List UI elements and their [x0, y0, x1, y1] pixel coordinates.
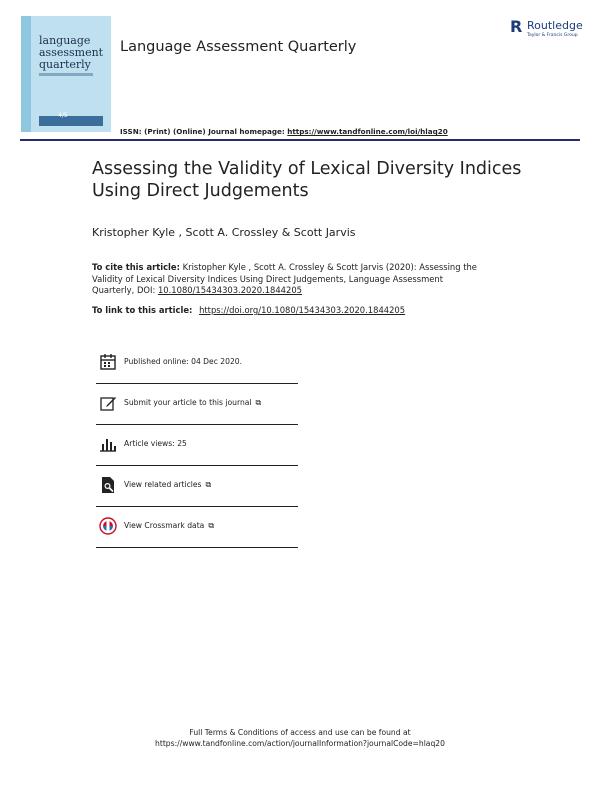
edit-icon: [99, 394, 117, 412]
issn-label: ISSN: (Print) (Online) Journal homepage:: [120, 127, 285, 136]
footer-terms: Full Terms & Conditions of access and use can be found at: [189, 728, 411, 737]
cover-title-line2: assessment: [39, 46, 104, 59]
external-link-icon: ⧉: [208, 521, 215, 530]
search-document-icon: [99, 476, 117, 494]
calendar-icon: [99, 353, 117, 371]
related-articles-text: View related articles: [124, 480, 202, 489]
submit-article-text: Submit your article to this journal: [124, 398, 252, 407]
citation-block: [92, 262, 482, 297]
external-link-icon: ⧉: [255, 398, 262, 407]
journal-name: Language Assessment Quarterly: [120, 39, 357, 55]
header-rule: [20, 139, 580, 141]
crossmark-text: View Crossmark data: [124, 521, 205, 530]
external-link-icon: ⧉: [205, 480, 212, 489]
bar-chart-icon: [99, 435, 117, 453]
citation-label: To cite this article:: [92, 262, 180, 272]
citation-doi-link[interactable]: 10.1080/15434303.2020.1844205: [157, 285, 302, 295]
cover-strip: [21, 16, 31, 132]
publisher-sub: Taylor & Francis Group: [527, 33, 578, 38]
related-articles-row[interactable]: [96, 465, 298, 507]
journal-cover: [21, 16, 111, 132]
cover-bottom-band: [39, 112, 103, 126]
article-authors: Kristopher Kyle , Scott A. Crossley & Scott Jarvis: [92, 226, 356, 239]
cover-title-line1: language: [39, 34, 91, 47]
routledge-logo-icon: R: [510, 17, 523, 36]
submit-article-link[interactable]: [124, 398, 261, 408]
crossmark-row[interactable]: [96, 506, 298, 548]
article-title: Assessing the Validity of Lexical Diversity Indices Using Direct Judgements: [92, 159, 522, 201]
published-online-row: [96, 342, 298, 384]
related-articles-link[interactable]: [124, 480, 211, 490]
footer-terms-url[interactable]: https://www.tandfonline.com/action/journalInformation?journalCode=hlaq20: [155, 739, 445, 748]
published-online-text: Published online: 04 Dec 2020.: [124, 357, 243, 366]
article-views-text: Article views: 25: [124, 439, 187, 448]
article-views-row: [96, 424, 298, 466]
crossmark-icon: [99, 517, 117, 535]
submit-article-row[interactable]: [96, 383, 298, 425]
journal-homepage-link[interactable]: https://www.tandfonline.com/loi/hlaq20: [287, 127, 448, 136]
crossmark-link[interactable]: [124, 521, 214, 531]
publisher-name: Routledge: [527, 19, 583, 32]
article-doi-url[interactable]: https://doi.org/10.1080/15434303.2020.1844205: [199, 305, 406, 315]
article-link-block: [92, 305, 405, 315]
article-link-label: To link to this article:: [92, 305, 193, 315]
cover-rule: [39, 73, 93, 76]
issn-line: [120, 127, 448, 136]
cover-issue-label: 4/5: [58, 112, 68, 119]
cover-title-line3: quarterly: [39, 58, 91, 71]
citation-text: Kristopher Kyle , Scott A. Crossley & Scott Jarvis (2020): Assessing the Validity of Lexical Diversity Indices Using Direct Judgements, Language Assessment Quarterly, DOI:: [92, 262, 477, 295]
